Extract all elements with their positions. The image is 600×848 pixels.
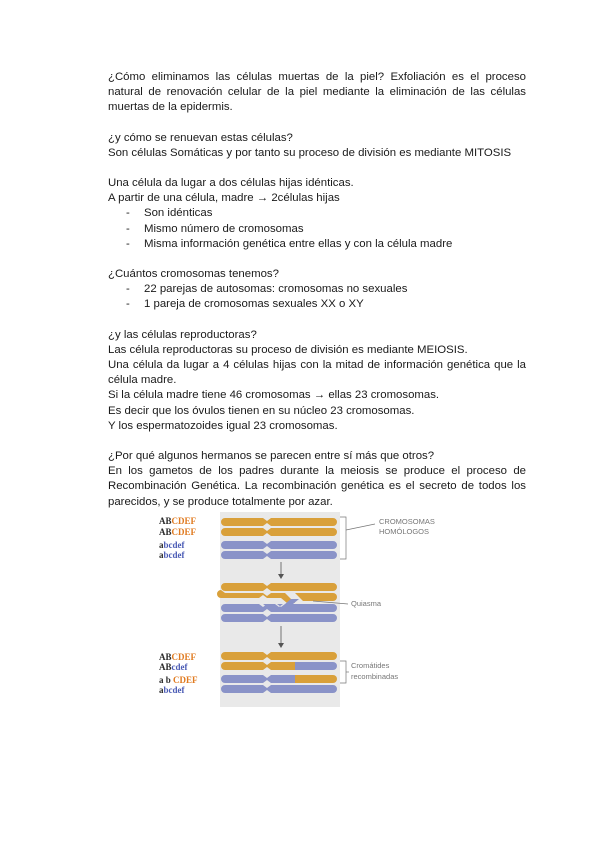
recombination-diagram — [153, 512, 453, 707]
gene-label-part: CDEF — [173, 675, 198, 685]
bullet-item: - 22 parejas de autosomas: cromosomas no sexuales — [126, 282, 526, 297]
chromatid-orange-bottom-1b — [295, 675, 337, 683]
gene-label-part: CDEF — [171, 516, 197, 526]
gene-label-part: a b — [159, 675, 174, 685]
chromatid-orange-2 — [221, 528, 337, 536]
paragraph: En los gametos de los padres durante la meiosis se produce el proceso de Recombinación Genética. La recombinación genética es el secreto de todos los parecidos, y se produce totalmente por azar. — [108, 465, 526, 508]
paragraph: Una célula da lugar a dos células hijas idénticas. — [108, 177, 354, 190]
leader-homologos — [346, 524, 375, 530]
recombination-figure — [153, 512, 453, 707]
section-gap — [108, 116, 526, 131]
paragraph: Es decir que los óvulos tienen en su núcleo 23 cromosomas. — [108, 404, 415, 417]
section — [108, 70, 526, 116]
section-gap — [108, 161, 526, 176]
gene-label-part: bcdef — [163, 540, 185, 550]
paragraph: ¿Cómo eliminamos las células muertas de la piel? Exfoliación es el proceso natural de renovación celular de la piel mediante la eliminación de las células muertas de la epidermis. — [108, 71, 526, 114]
chromatid-blue-bottom-2b — [295, 662, 337, 670]
paragraph: Las célula reproductoras su proceso de división es mediante MEIOSIS. — [108, 343, 468, 356]
gene-label-part: AB — [159, 652, 172, 662]
paragraph: Si la célula madre tiene 46 cromosomas → ellas 23 cromosomas. — [108, 389, 440, 402]
gene-label — [159, 527, 197, 537]
gene-label-part: cdef — [171, 662, 188, 672]
chromatid-blue-1 — [221, 541, 337, 549]
gene-label — [159, 652, 197, 662]
paragraph: Y los espermatozoides igual 23 cromosomas. — [108, 419, 338, 432]
gene-label-part: CDEF — [171, 652, 197, 662]
label-recombinadas: recombinadas — [351, 672, 399, 681]
bullet-item: - Misma información genética entre ellas y con la célula madre — [126, 237, 526, 252]
section — [108, 267, 526, 313]
chromatid-blue-bottom-1a — [221, 675, 295, 683]
gene-label — [159, 550, 186, 560]
paragraph: ¿y cómo se renuevan estas células? — [108, 131, 293, 144]
section — [108, 176, 526, 252]
label-quiasma: Quiasma — [351, 599, 382, 608]
gene-labels-top — [159, 516, 197, 560]
section-gap — [108, 252, 526, 267]
gene-labels-bottom — [159, 652, 198, 695]
gene-label-part: a — [159, 540, 164, 550]
gene-label-part: AB — [159, 527, 172, 537]
section-gap — [108, 313, 526, 328]
gene-label — [159, 675, 198, 685]
bullet-item: - 1 pareja de cromosomas sexuales XX o XY — [126, 297, 526, 312]
document-body — [108, 70, 526, 510]
paragraph: Son células Somáticas y por tanto su proceso de división es mediante MITOSIS — [108, 146, 512, 159]
label-cromatides: Cromátides — [351, 661, 390, 670]
paragraph: A partir de una célula, madre → 2células hijas — [108, 192, 340, 205]
gene-label-part: a — [159, 685, 164, 695]
chromatid-orange-1 — [221, 518, 337, 526]
label-cromosomas: CROMOSOMAS — [379, 517, 435, 526]
section-gap — [108, 434, 526, 449]
section — [108, 449, 526, 510]
paragraph: ¿Cuántos cromosomas tenemos? — [108, 268, 279, 281]
section — [108, 131, 526, 161]
section — [108, 328, 526, 434]
gene-label-part: AB — [159, 662, 172, 672]
bullet-item: - Son idénticas — [126, 206, 526, 221]
bracket-recombinadas — [340, 661, 346, 683]
label-homologos: HOMÓLOGOS — [379, 527, 430, 536]
gene-label-part: bcdef — [163, 550, 185, 560]
gene-label-part: bcdef — [163, 685, 185, 695]
chromatid-blue-mid-2 — [221, 614, 337, 622]
gene-label — [159, 662, 189, 672]
chromatid-orange-bottom-2a — [221, 662, 295, 670]
paragraph: Una célula da lugar a 4 células hijas con la mitad de información genética que la célula madre. — [108, 359, 526, 387]
chromatid-blue-2 — [221, 551, 337, 559]
paragraph: ¿y las células reproductoras? — [108, 328, 257, 341]
chromatid-blue-bottom-2 — [221, 685, 337, 693]
bullet-item: - Mismo número de cromosomas — [126, 222, 526, 237]
gene-label — [159, 516, 197, 526]
bracket-homologos — [340, 517, 346, 559]
gene-label-part: CDEF — [171, 527, 197, 537]
gene-label-part: a — [159, 550, 164, 560]
bullet-list — [108, 206, 526, 252]
chromatid-orange-bottom-1 — [221, 652, 337, 660]
chromatid-orange-mid-1 — [221, 583, 337, 591]
paragraph: ¿Por qué algunos hermanos se parecen entre sí más que otros? — [108, 450, 435, 463]
gene-label — [159, 540, 186, 550]
gene-label-part: AB — [159, 516, 172, 526]
gene-label — [159, 685, 186, 695]
bullet-list — [108, 282, 526, 312]
